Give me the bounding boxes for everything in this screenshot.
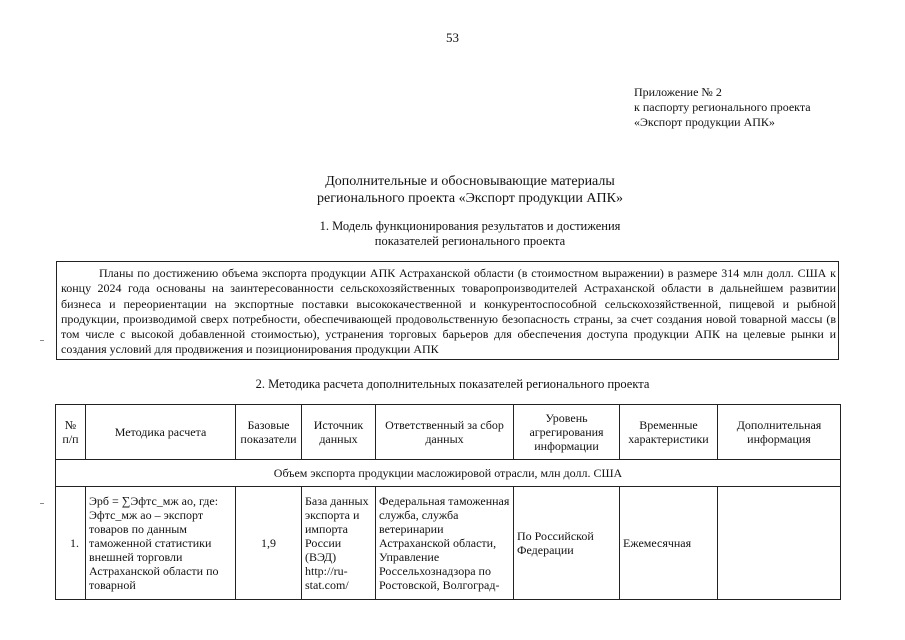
cell-method: Эрб = ∑Эфтс_мж ао, где: Эфтс_мж ао – экспорт товаров по данным таможенной статистики внешней торговли Астраханской области по товарной — [86, 487, 236, 600]
plan-description-text: Планы по достижению объема экспорта продукции АПК Астраханской области (в стоимостном выражении) в размере 314 млн долл. США к концу 2024 года основаны на заинтересованности сельскохозяйственных товаропроизводителей Астраханской области в дальнейшем развитии бизнеса и переориентации на экспортные поставки высококачественной и конкурентоспособной сельскохозяйственной, пищевой и рыбной продукции, производимой сверх потребности, обеспечивающей продовольственную безопасность страны, за счет создания новой товарной массы (в том числе с высокой добавленной стоимостью), устранения торговых барьеров для обеспечения доступа продукции АПК на целевые рынки и создания условий для продвижения и позиционирования продукции АПК — [61, 266, 836, 357]
document-title — [240, 173, 700, 207]
scan-mark — [40, 503, 44, 504]
appendix-note — [634, 85, 811, 130]
header-responsible: Ответственный за сбор данных — [376, 405, 514, 460]
section-1-line-1: 1. Модель функционирования результатов и достижения — [319, 219, 621, 233]
appendix-line-2: к паспорту регионального проекта — [634, 100, 811, 114]
methodology-table — [55, 404, 841, 600]
table-section-row — [56, 460, 841, 487]
header-extra: Дополнительная информация — [718, 405, 841, 460]
cell-time: Ежемесячная — [620, 487, 718, 600]
header-level: Уровень агрегирования информации — [514, 405, 620, 460]
cell-source: База данных экспорта и импорта России (ВЭД) http://ru-stat.com/ — [302, 487, 376, 600]
cell-num: 1. — [56, 487, 86, 600]
cell-level: По Российской Федерации — [514, 487, 620, 600]
section-1-heading — [240, 219, 700, 249]
title-line-1: Дополнительные и обосновывающие материалы — [325, 174, 615, 189]
header-source: Источник данных — [302, 405, 376, 460]
header-method: Методика расчета — [86, 405, 236, 460]
title-line-2: регионального проекта «Экспорт продукции АПК» — [317, 191, 623, 206]
section-row-label: Объем экспорта продукции масложировой отрасли, млн долл. США — [56, 460, 841, 487]
plan-description-box — [56, 261, 839, 360]
scan-mark — [40, 340, 44, 341]
header-base: Базовые показатели — [236, 405, 302, 460]
appendix-line-1: Приложение № 2 — [634, 85, 722, 99]
page-number: 53 — [446, 30, 459, 45]
cell-base: 1,9 — [236, 487, 302, 600]
table-header-row — [56, 405, 841, 460]
appendix-line-3: «Экспорт продукции АПК» — [634, 115, 775, 129]
cell-responsible: Федеральная таможенная служба, служба ветеринарии Астраханской области, Управление Россельхознадзора по Ростовской, Волгоград- — [376, 487, 514, 600]
header-num: № п/п — [56, 405, 86, 460]
section-2-heading: 2. Методика расчета дополнительных показателей регионального проекта — [255, 377, 650, 391]
section-1-line-2: показателей регионального проекта — [374, 234, 566, 248]
cell-extra — [718, 487, 841, 600]
table-row — [56, 487, 841, 600]
header-time: Временные характеристики — [620, 405, 718, 460]
